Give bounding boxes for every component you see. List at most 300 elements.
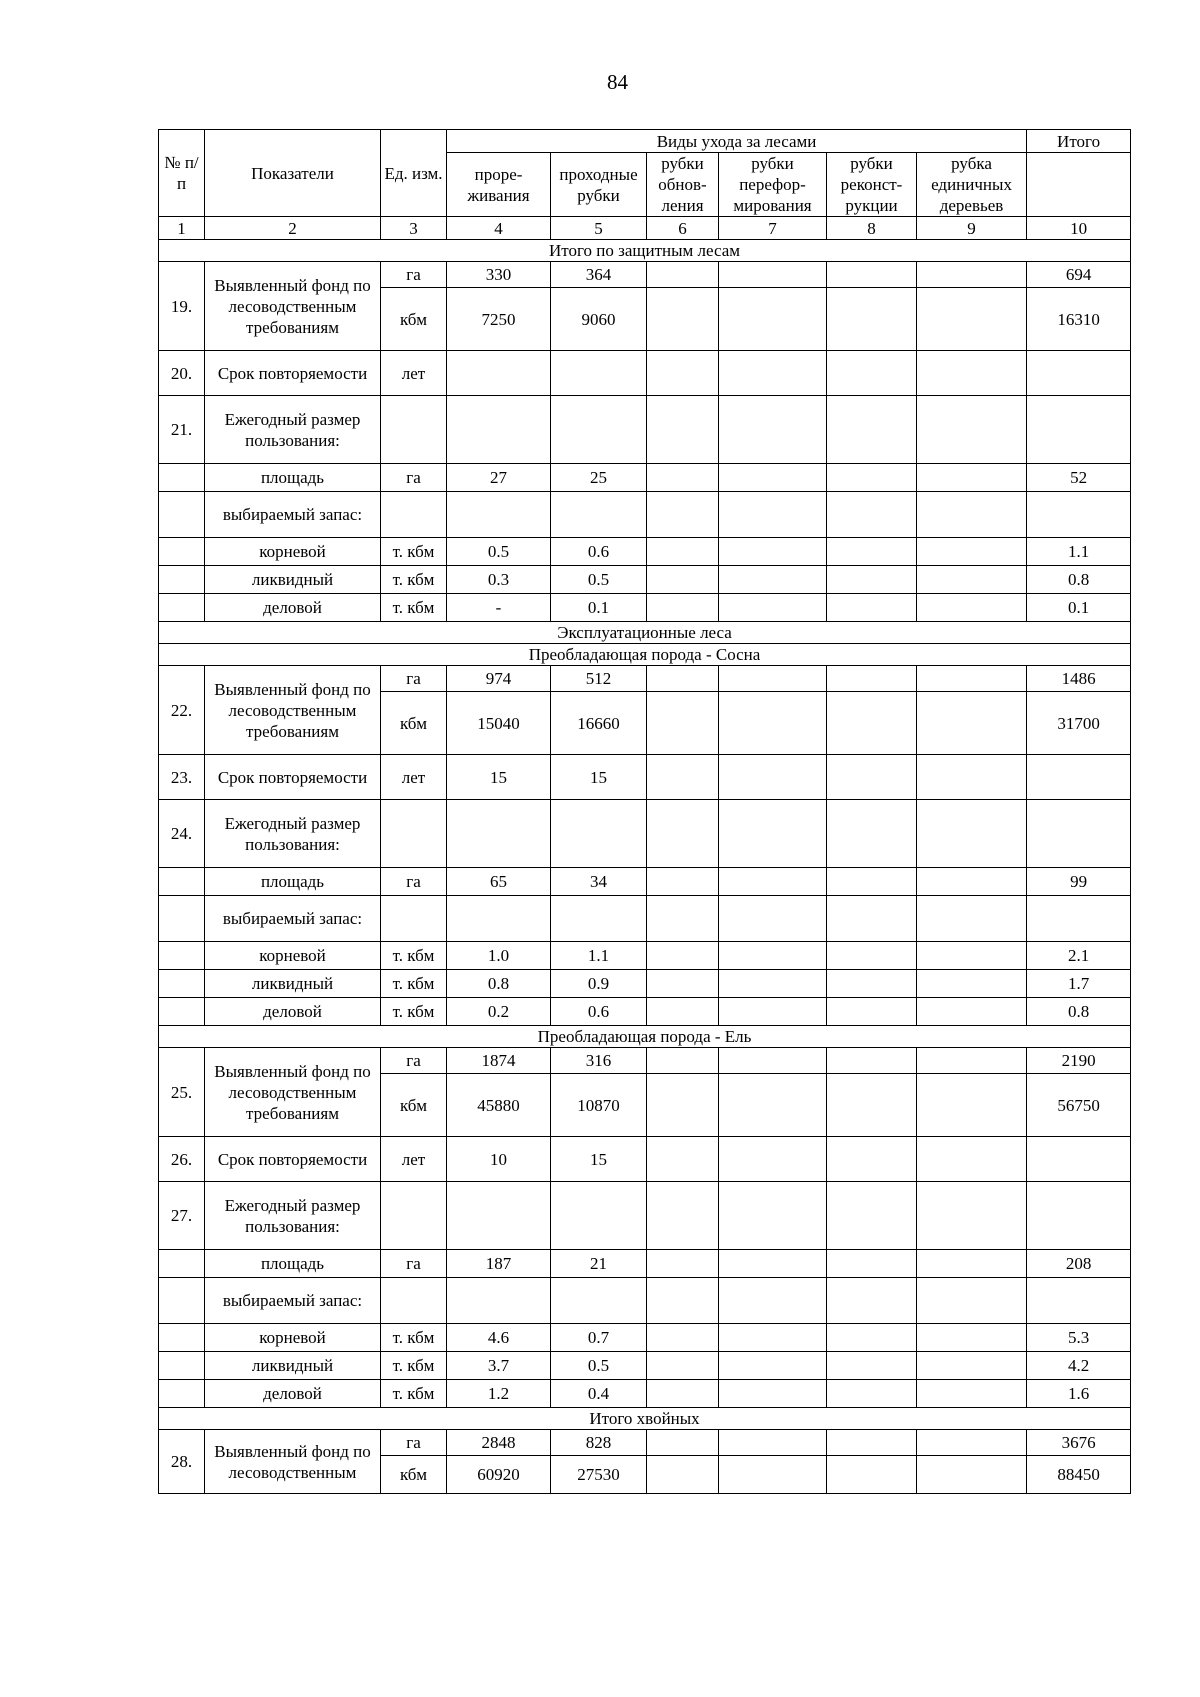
value-empty <box>827 1182 917 1250</box>
unit-label: га <box>381 868 447 896</box>
value-empty <box>647 396 719 464</box>
value-total: 52 <box>1027 464 1131 492</box>
value-empty <box>917 896 1027 942</box>
value-passage: 34 <box>551 868 647 896</box>
row-number <box>159 464 205 492</box>
value-empty <box>719 998 827 1026</box>
value-empty <box>647 351 719 396</box>
value-thinning: 1.0 <box>447 942 551 970</box>
table-row <box>159 262 1131 288</box>
value-empty <box>647 800 719 868</box>
value-empty <box>647 1456 719 1494</box>
value-empty <box>1027 1278 1131 1324</box>
value-empty <box>827 942 917 970</box>
value-empty <box>447 1278 551 1324</box>
unit-label: лет <box>381 1137 447 1182</box>
value-empty <box>917 1352 1027 1380</box>
value-empty <box>647 1250 719 1278</box>
column-number: 1 <box>159 217 205 240</box>
row-number: 22. <box>159 666 205 755</box>
unit-label: га <box>381 262 447 288</box>
column-number: 8 <box>827 217 917 240</box>
table-row <box>159 666 1131 692</box>
value-passage: 316 <box>551 1048 647 1074</box>
value-passage: 0.9 <box>551 970 647 998</box>
row-number <box>159 1380 205 1408</box>
row-number <box>159 1250 205 1278</box>
value-empty <box>447 1182 551 1250</box>
value-empty <box>719 288 827 351</box>
value-total: 4.2 <box>1027 1352 1131 1380</box>
value-total: 1.1 <box>1027 538 1131 566</box>
table-row <box>159 970 1131 998</box>
value-empty <box>917 262 1027 288</box>
value-thinning: 10 <box>447 1137 551 1182</box>
value-total <box>1027 351 1131 396</box>
value-total: 56750 <box>1027 1074 1131 1137</box>
table-row <box>159 644 1131 666</box>
indicator-label: ликвидный <box>205 1352 381 1380</box>
table-row <box>159 464 1131 492</box>
value-total: 16310 <box>1027 288 1131 351</box>
value-empty <box>917 1456 1027 1494</box>
section-header: Итого по защитным лесам <box>159 240 1131 262</box>
value-empty <box>719 1048 827 1074</box>
value-empty <box>1027 396 1131 464</box>
indicator-label: Выявленный фонд по лесоводственным <box>205 1430 381 1494</box>
value-empty <box>917 1380 1027 1408</box>
value-empty <box>447 396 551 464</box>
value-passage: 9060 <box>551 288 647 351</box>
indicator-label: площадь <box>205 1250 381 1278</box>
row-number: 24. <box>159 800 205 868</box>
table-row <box>159 1048 1131 1074</box>
value-empty <box>1027 1182 1131 1250</box>
value-total: 1486 <box>1027 666 1131 692</box>
column-number: 2 <box>205 217 381 240</box>
header-type-thinning: проре-живания <box>447 153 551 217</box>
value-empty <box>827 1380 917 1408</box>
value-empty <box>917 1250 1027 1278</box>
value-empty <box>827 1278 917 1324</box>
value-empty <box>827 1430 917 1456</box>
value-passage: 15 <box>551 755 647 800</box>
value-empty <box>647 998 719 1026</box>
table-row <box>159 1182 1131 1250</box>
value-empty <box>719 1137 827 1182</box>
unit-label: га <box>381 464 447 492</box>
value-total: 0.1 <box>1027 594 1131 622</box>
value-passage: 364 <box>551 262 647 288</box>
header-type-reconstruction: рубки реконст-рукции <box>827 153 917 217</box>
value-empty <box>719 1250 827 1278</box>
value-total: 694 <box>1027 262 1131 288</box>
value-empty <box>647 1182 719 1250</box>
value-empty <box>719 1182 827 1250</box>
indicator-label: площадь <box>205 464 381 492</box>
table-row <box>159 538 1131 566</box>
value-thinning: 1874 <box>447 1048 551 1074</box>
value-empty <box>719 896 827 942</box>
value-passage: 0.6 <box>551 538 647 566</box>
column-number: 4 <box>447 217 551 240</box>
value-empty <box>551 1278 647 1324</box>
value-thinning: - <box>447 594 551 622</box>
table-row <box>159 1430 1131 1456</box>
value-empty <box>917 970 1027 998</box>
value-empty <box>917 464 1027 492</box>
value-empty <box>827 566 917 594</box>
value-total: 2190 <box>1027 1048 1131 1074</box>
table-row <box>159 622 1131 644</box>
value-thinning: 974 <box>447 666 551 692</box>
table-row <box>159 492 1131 538</box>
unit-label: т. кбм <box>381 538 447 566</box>
indicator-label: выбираемый запас: <box>205 492 381 538</box>
value-empty <box>827 396 917 464</box>
row-number <box>159 492 205 538</box>
table-row <box>159 1137 1131 1182</box>
value-total: 99 <box>1027 868 1131 896</box>
column-number: 5 <box>551 217 647 240</box>
value-empty <box>647 1048 719 1074</box>
value-empty <box>447 492 551 538</box>
table-row <box>159 1278 1131 1324</box>
row-number <box>159 538 205 566</box>
indicator-label: площадь <box>205 868 381 896</box>
header-col-unit: Ед. изм. <box>381 130 447 217</box>
value-empty <box>917 868 1027 896</box>
indicator-label: Срок повторяемости <box>205 351 381 396</box>
indicator-label: Ежегодный размер пользования: <box>205 396 381 464</box>
unit-label: га <box>381 1430 447 1456</box>
column-number: 10 <box>1027 217 1131 240</box>
value-empty <box>719 396 827 464</box>
unit-label: лет <box>381 351 447 396</box>
column-number: 3 <box>381 217 447 240</box>
value-total: 0.8 <box>1027 998 1131 1026</box>
value-empty <box>827 1074 917 1137</box>
table-row <box>159 351 1131 396</box>
value-total: 5.3 <box>1027 1324 1131 1352</box>
unit-label: кбм <box>381 1074 447 1137</box>
value-thinning: 0.8 <box>447 970 551 998</box>
value-empty <box>917 1324 1027 1352</box>
value-passage: 27530 <box>551 1456 647 1494</box>
indicator-label: деловой <box>205 1380 381 1408</box>
value-empty <box>827 464 917 492</box>
value-empty <box>827 998 917 1026</box>
indicator-label: Срок повторяемости <box>205 755 381 800</box>
row-number <box>159 1324 205 1352</box>
unit-label: га <box>381 1250 447 1278</box>
value-passage: 512 <box>551 666 647 692</box>
value-empty <box>551 492 647 538</box>
indicator-label: деловой <box>205 998 381 1026</box>
row-number <box>159 998 205 1026</box>
value-empty <box>647 492 719 538</box>
table-row <box>159 998 1131 1026</box>
indicator-label: выбираемый запас: <box>205 896 381 942</box>
value-empty <box>827 1137 917 1182</box>
table-row <box>159 896 1131 942</box>
indicator-label: корневой <box>205 538 381 566</box>
row-number: 23. <box>159 755 205 800</box>
value-empty <box>647 692 719 755</box>
value-empty <box>827 692 917 755</box>
value-empty <box>647 1352 719 1380</box>
value-empty <box>719 594 827 622</box>
value-passage: 10870 <box>551 1074 647 1137</box>
value-empty <box>827 538 917 566</box>
value-passage <box>551 351 647 396</box>
value-thinning: 65 <box>447 868 551 896</box>
header-col-indicator: Показатели <box>205 130 381 217</box>
value-thinning: 15040 <box>447 692 551 755</box>
value-empty <box>917 1048 1027 1074</box>
unit-label: т. кбм <box>381 594 447 622</box>
value-empty <box>381 1278 447 1324</box>
value-empty <box>719 1430 827 1456</box>
header-type-passage: проходные рубки <box>551 153 647 217</box>
value-passage: 828 <box>551 1430 647 1456</box>
value-empty <box>647 868 719 896</box>
value-empty <box>647 566 719 594</box>
header-type-single-trees: рубка единичных деревьев <box>917 153 1027 217</box>
value-empty <box>719 538 827 566</box>
unit-label: т. кбм <box>381 1380 447 1408</box>
value-thinning: 4.6 <box>447 1324 551 1352</box>
unit-label: кбм <box>381 1456 447 1494</box>
row-number: 25. <box>159 1048 205 1137</box>
value-empty <box>917 1182 1027 1250</box>
value-empty <box>917 692 1027 755</box>
value-thinning: 60920 <box>447 1456 551 1494</box>
value-empty <box>917 566 1027 594</box>
value-thinning: 187 <box>447 1250 551 1278</box>
value-empty <box>719 262 827 288</box>
row-number: 26. <box>159 1137 205 1182</box>
value-empty <box>1027 896 1131 942</box>
unit-label: лет <box>381 755 447 800</box>
value-empty <box>917 492 1027 538</box>
value-thinning <box>447 351 551 396</box>
value-thinning: 15 <box>447 755 551 800</box>
unit-label: га <box>381 666 447 692</box>
indicator-label: Срок повторяемости <box>205 1137 381 1182</box>
value-empty <box>647 262 719 288</box>
header-type-renewal: рубки обнов-ления <box>647 153 719 217</box>
value-empty <box>647 538 719 566</box>
value-passage: 0.5 <box>551 1352 647 1380</box>
indicator-label: деловой <box>205 594 381 622</box>
column-number: 7 <box>719 217 827 240</box>
value-empty <box>827 594 917 622</box>
value-empty <box>551 896 647 942</box>
value-empty <box>719 464 827 492</box>
value-empty <box>827 288 917 351</box>
value-passage: 1.1 <box>551 942 647 970</box>
value-empty <box>827 800 917 868</box>
value-thinning: 2848 <box>447 1430 551 1456</box>
value-empty <box>647 1278 719 1324</box>
value-empty <box>827 666 917 692</box>
value-empty <box>381 800 447 868</box>
value-total: 31700 <box>1027 692 1131 755</box>
value-empty <box>827 1352 917 1380</box>
value-empty <box>647 594 719 622</box>
value-empty <box>381 896 447 942</box>
column-number: 9 <box>917 217 1027 240</box>
value-total: 1.7 <box>1027 970 1131 998</box>
value-passage: 0.5 <box>551 566 647 594</box>
value-thinning: 3.7 <box>447 1352 551 1380</box>
value-empty <box>917 666 1027 692</box>
table-row <box>159 594 1131 622</box>
section-header: Преобладающая порода - Сосна <box>159 644 1131 666</box>
value-empty <box>647 1324 719 1352</box>
indicator-label: Выявленный фонд по лесоводственным требованиям <box>205 666 381 755</box>
value-empty <box>381 396 447 464</box>
value-empty <box>381 1182 447 1250</box>
table-row <box>159 396 1131 464</box>
value-empty <box>719 868 827 896</box>
unit-label: кбм <box>381 692 447 755</box>
value-empty <box>719 351 827 396</box>
value-empty <box>917 998 1027 1026</box>
unit-label: т. кбм <box>381 1352 447 1380</box>
value-empty <box>647 464 719 492</box>
value-passage: 25 <box>551 464 647 492</box>
value-empty <box>719 970 827 998</box>
unit-label: т. кбм <box>381 942 447 970</box>
value-empty <box>917 538 1027 566</box>
value-empty <box>647 288 719 351</box>
value-thinning: 0.5 <box>447 538 551 566</box>
value-empty <box>827 868 917 896</box>
value-empty <box>917 396 1027 464</box>
row-number <box>159 566 205 594</box>
indicator-label: корневой <box>205 942 381 970</box>
value-empty <box>827 262 917 288</box>
value-empty <box>1027 492 1131 538</box>
header-col-no: № п/п <box>159 130 205 217</box>
indicator-label: ликвидный <box>205 566 381 594</box>
table-row <box>159 240 1131 262</box>
section-header: Эксплуатационные леса <box>159 622 1131 644</box>
column-number: 6 <box>647 217 719 240</box>
table-row <box>159 1380 1131 1408</box>
value-passage: 0.7 <box>551 1324 647 1352</box>
row-number <box>159 970 205 998</box>
value-empty <box>827 896 917 942</box>
value-empty <box>647 666 719 692</box>
header-col-total: Итого <box>1027 130 1131 153</box>
value-empty <box>551 800 647 868</box>
indicator-label: Выявленный фонд по лесоводственным требованиям <box>205 262 381 351</box>
value-passage: 0.6 <box>551 998 647 1026</box>
header-type-reformation: рубки перефор-мирования <box>719 153 827 217</box>
section-header: Преобладающая порода - Ель <box>159 1026 1131 1048</box>
row-number <box>159 1278 205 1324</box>
value-empty <box>719 1456 827 1494</box>
unit-label: га <box>381 1048 447 1074</box>
value-empty <box>917 800 1027 868</box>
value-empty <box>647 1074 719 1137</box>
value-total: 3676 <box>1027 1430 1131 1456</box>
row-number: 20. <box>159 351 205 396</box>
value-empty <box>719 1380 827 1408</box>
table-row <box>159 1408 1131 1430</box>
table-row <box>159 566 1131 594</box>
value-empty <box>719 666 827 692</box>
row-number: 27. <box>159 1182 205 1250</box>
value-empty <box>719 692 827 755</box>
indicator-label: Ежегодный размер пользования: <box>205 1182 381 1250</box>
value-empty <box>917 1430 1027 1456</box>
value-total: 1.6 <box>1027 1380 1131 1408</box>
value-empty <box>827 1048 917 1074</box>
value-total <box>1027 1137 1131 1182</box>
table-row <box>159 1352 1131 1380</box>
value-empty <box>917 755 1027 800</box>
value-empty <box>917 594 1027 622</box>
row-number <box>159 1352 205 1380</box>
value-empty <box>719 1324 827 1352</box>
header-group-title: Виды ухода за лесами <box>447 130 1027 153</box>
value-thinning: 1.2 <box>447 1380 551 1408</box>
header-total-blank <box>1027 153 1131 217</box>
value-empty <box>647 970 719 998</box>
unit-label: т. кбм <box>381 1324 447 1352</box>
value-thinning: 7250 <box>447 288 551 351</box>
value-empty <box>827 970 917 998</box>
value-passage: 16660 <box>551 692 647 755</box>
section-header: Итого хвойных <box>159 1408 1131 1430</box>
value-empty <box>647 1380 719 1408</box>
value-empty <box>719 492 827 538</box>
value-empty <box>719 942 827 970</box>
value-empty <box>719 1074 827 1137</box>
value-empty <box>827 492 917 538</box>
row-number <box>159 594 205 622</box>
value-total: 0.8 <box>1027 566 1131 594</box>
table-row <box>159 1324 1131 1352</box>
value-empty <box>827 755 917 800</box>
table-row <box>159 1026 1131 1048</box>
value-empty <box>1027 800 1131 868</box>
value-thinning: 0.3 <box>447 566 551 594</box>
unit-label: т. кбм <box>381 566 447 594</box>
value-empty <box>719 1278 827 1324</box>
value-empty <box>917 351 1027 396</box>
table-row <box>159 1250 1131 1278</box>
row-number <box>159 868 205 896</box>
value-thinning: 45880 <box>447 1074 551 1137</box>
value-empty <box>647 896 719 942</box>
value-passage: 21 <box>551 1250 647 1278</box>
value-thinning: 330 <box>447 262 551 288</box>
value-empty <box>917 288 1027 351</box>
value-empty <box>447 896 551 942</box>
indicator-label: корневой <box>205 1324 381 1352</box>
table-row <box>159 942 1131 970</box>
value-passage: 0.1 <box>551 594 647 622</box>
value-empty <box>827 1456 917 1494</box>
unit-label: т. кбм <box>381 998 447 1026</box>
value-empty <box>447 800 551 868</box>
unit-label: т. кбм <box>381 970 447 998</box>
